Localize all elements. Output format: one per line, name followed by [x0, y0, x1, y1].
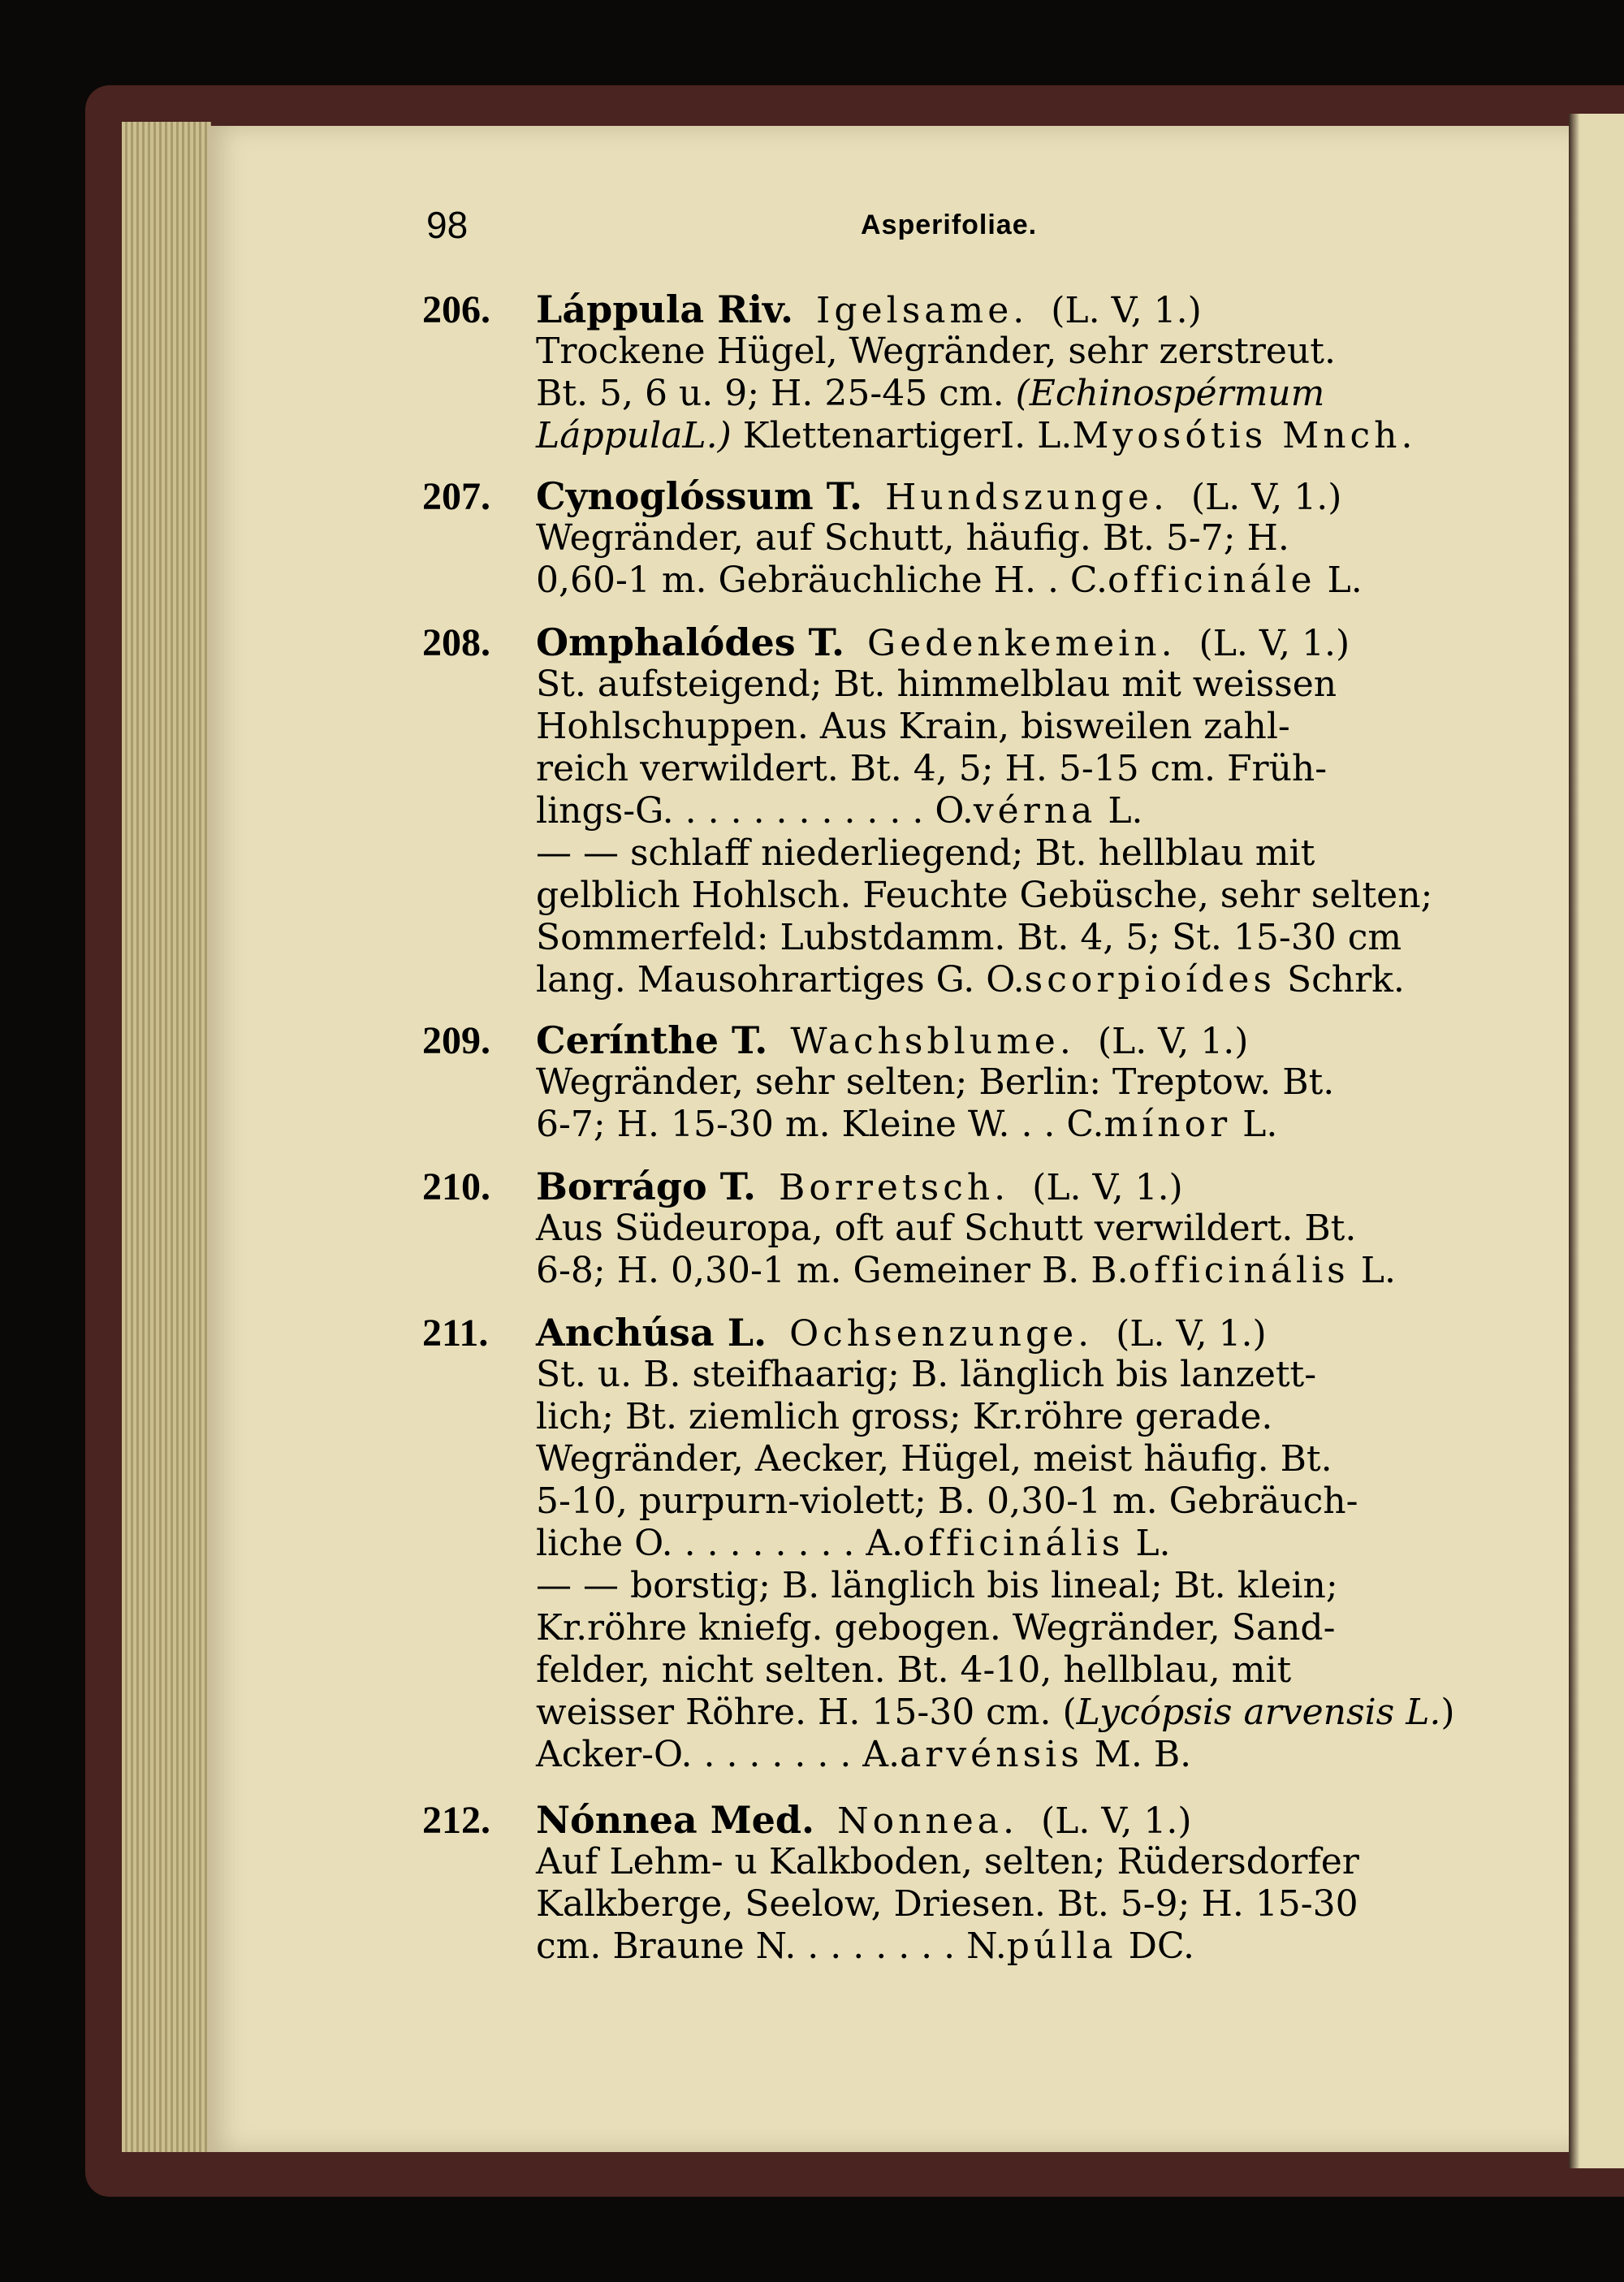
common-name: Ochsenzunge. [789, 1313, 1094, 1354]
entry-line: 6-7; H. 15-30 m. Kleine W. . . C. [536, 1104, 1104, 1145]
entry-line: 6-8; H. 0,30-1 m. Gemeiner B. B. [536, 1250, 1129, 1291]
genus-name: Borrágo T. [536, 1165, 757, 1208]
author: Schrk. [1287, 959, 1405, 1001]
author: L. [1242, 1104, 1278, 1145]
entry-line: — — borstig; B. länglich bis lineal; Bt. klein; [536, 1565, 1338, 1606]
species-name: officinális [903, 1523, 1125, 1564]
species-name: mínor [1104, 1104, 1232, 1145]
genus-name: Nónnea Med. [536, 1799, 815, 1841]
entry-line: liche O. . . . . . . . . A. [536, 1523, 904, 1564]
entry-line: KlettenartigerI. L. [742, 415, 1073, 456]
entry-211 [422, 1312, 1490, 1776]
entry-line: Bt. 5, 6 u. 9; H. 25-45 cm. [536, 373, 1004, 414]
entry-line: Kr.röhre kniefg. gebogen. Wegränder, Sand- [536, 1607, 1336, 1649]
entry-number: 211. [422, 1312, 489, 1354]
author: L. [1360, 1250, 1396, 1291]
entry-line: Auf Lehm- u Kalkboden, selten; Rüdersdorfer [536, 1841, 1359, 1882]
entry-line: lings-G. . . . . . . . . . . . O. [536, 790, 974, 832]
author: M. B. [1094, 1734, 1192, 1775]
genus-name: Láppula Riv. [536, 288, 794, 331]
genus-name: Omphalódes T. [536, 621, 844, 663]
synonym: Lycópsis arvensis L. [1076, 1692, 1441, 1733]
entry-number: 209. [422, 1019, 490, 1061]
author: L. [1108, 790, 1143, 832]
linnaean-ref: (L. V, 1.) [1051, 290, 1202, 331]
page-number: 98 [426, 204, 469, 246]
entry-line: cm. Braune N. . . . . . . . N. [536, 1925, 1007, 1967]
entry-line: Wegränder, Aecker, Hügel, meist häufig. Bt. [536, 1438, 1332, 1480]
linnaean-ref: (L. V, 1.) [1097, 1021, 1249, 1061]
linnaean-ref: (L. V, 1.) [1199, 623, 1350, 663]
author: DC. [1128, 1925, 1195, 1967]
entry-line: 5-10, purpurn-violett; B. 0,30-1 m. Gebräuch- [536, 1480, 1358, 1522]
synonym: (Echinospérmum [1015, 373, 1325, 414]
species-name: vérna [973, 790, 1097, 832]
entry-210 [422, 1165, 1490, 1292]
facing-page-edge [1569, 114, 1624, 2168]
entry-line: St. u. B. steifhaarig; B. länglich bis lanzett- [536, 1354, 1317, 1395]
genus-name: Cerínthe T. [536, 1019, 768, 1061]
linnaean-ref: (L. V, 1.) [1190, 477, 1342, 517]
entry-212 [422, 1799, 1490, 1968]
species-name: officinális [1128, 1250, 1350, 1291]
entry-line: Aus Südeuropa, oft auf Schutt verwildert. Bt. [536, 1208, 1357, 1249]
entry-line: — — schlaff niederliegend; Bt. hellblau mit [536, 832, 1315, 874]
common-name: Gedenkemein. [866, 623, 1177, 663]
common-name: Borretsch. [779, 1167, 1010, 1208]
entry-line: felder, nicht selten. Bt. 4-10, hellblau, mit [536, 1649, 1292, 1691]
entry-line: Kalkberge, Seelow, Driesen. Bt. 5-9; H. 15-30 [536, 1883, 1358, 1925]
entry-line: weisser Röhre. H. 15-30 cm. ( [536, 1692, 1077, 1733]
species-name: arvénsis [900, 1734, 1083, 1775]
species-name: Myosótis Mnch. [1072, 415, 1417, 456]
species-name: officinále [1108, 560, 1316, 601]
species-name: scorpioídes [1024, 959, 1276, 1001]
entry-line: St. aufsteigend; Bt. himmelblau mit weissen [536, 663, 1337, 705]
linnaean-ref: (L. V, 1.) [1032, 1167, 1183, 1208]
synonym: LáppulaL.) [536, 415, 732, 456]
entry-208 [422, 621, 1490, 1001]
entry-line: gelblich Hohlsch. Feuchte Gebüsche, sehr selten; [536, 875, 1433, 916]
section-title: Asperifoliae. [861, 210, 1038, 240]
entry-206 [422, 288, 1490, 457]
species-name: púlla [1006, 1925, 1117, 1967]
entry-line: lich; Bt. ziemlich gross; Kr.röhre gerade. [536, 1396, 1273, 1437]
common-name: Igelsame. [816, 290, 1029, 331]
author: L. [1135, 1523, 1171, 1564]
entry-209 [422, 1019, 1490, 1146]
genus-name: Anchúsa L. [536, 1312, 767, 1354]
entry-line: Trockene Hügel, Wegränder, sehr zerstreut. [536, 331, 1336, 372]
common-name: Hundszunge. [885, 477, 1168, 517]
entry-line: Acker-O. . . . . . . . A. [536, 1734, 901, 1775]
genus-name: Cynoglóssum T. [536, 475, 863, 517]
entry-line: Sommerfeld: Lubstdamm. Bt. 4, 5; St. 15-30 cm [536, 917, 1402, 958]
common-name: Wachsblume. [790, 1021, 1075, 1061]
entry-line: Wegränder, auf Schutt, häufig. Bt. 5-7; H. [536, 517, 1289, 559]
entry-line: ) [1440, 1692, 1455, 1733]
entry-number: 207. [422, 475, 490, 517]
entry-number: 208. [422, 621, 490, 663]
entry-207 [422, 475, 1490, 602]
entry-line: 0,60-1 m. Gebräuchliche H. . C. [536, 560, 1108, 601]
common-name: Nonnea. [837, 1800, 1018, 1841]
entry-number: 210. [422, 1165, 490, 1208]
entry-number: 212. [422, 1799, 490, 1841]
entry-line: lang. Mausohrartiges G. O. [536, 959, 1025, 1001]
page-edges [122, 122, 211, 2152]
linnaean-ref: (L. V, 1.) [1116, 1313, 1267, 1354]
author: L. [1327, 560, 1363, 601]
linnaean-ref: (L. V, 1.) [1040, 1800, 1192, 1841]
entry-line: Wegränder, sehr selten; Berlin: Treptow. Bt. [536, 1061, 1335, 1103]
entry-line: reich verwildert. Bt. 4, 5; H. 5-15 cm. Früh- [536, 748, 1328, 789]
entry-number: 206. [422, 288, 490, 331]
entry-line: Hohlschuppen. Aus Krain, bisweilen zahl- [536, 706, 1290, 747]
